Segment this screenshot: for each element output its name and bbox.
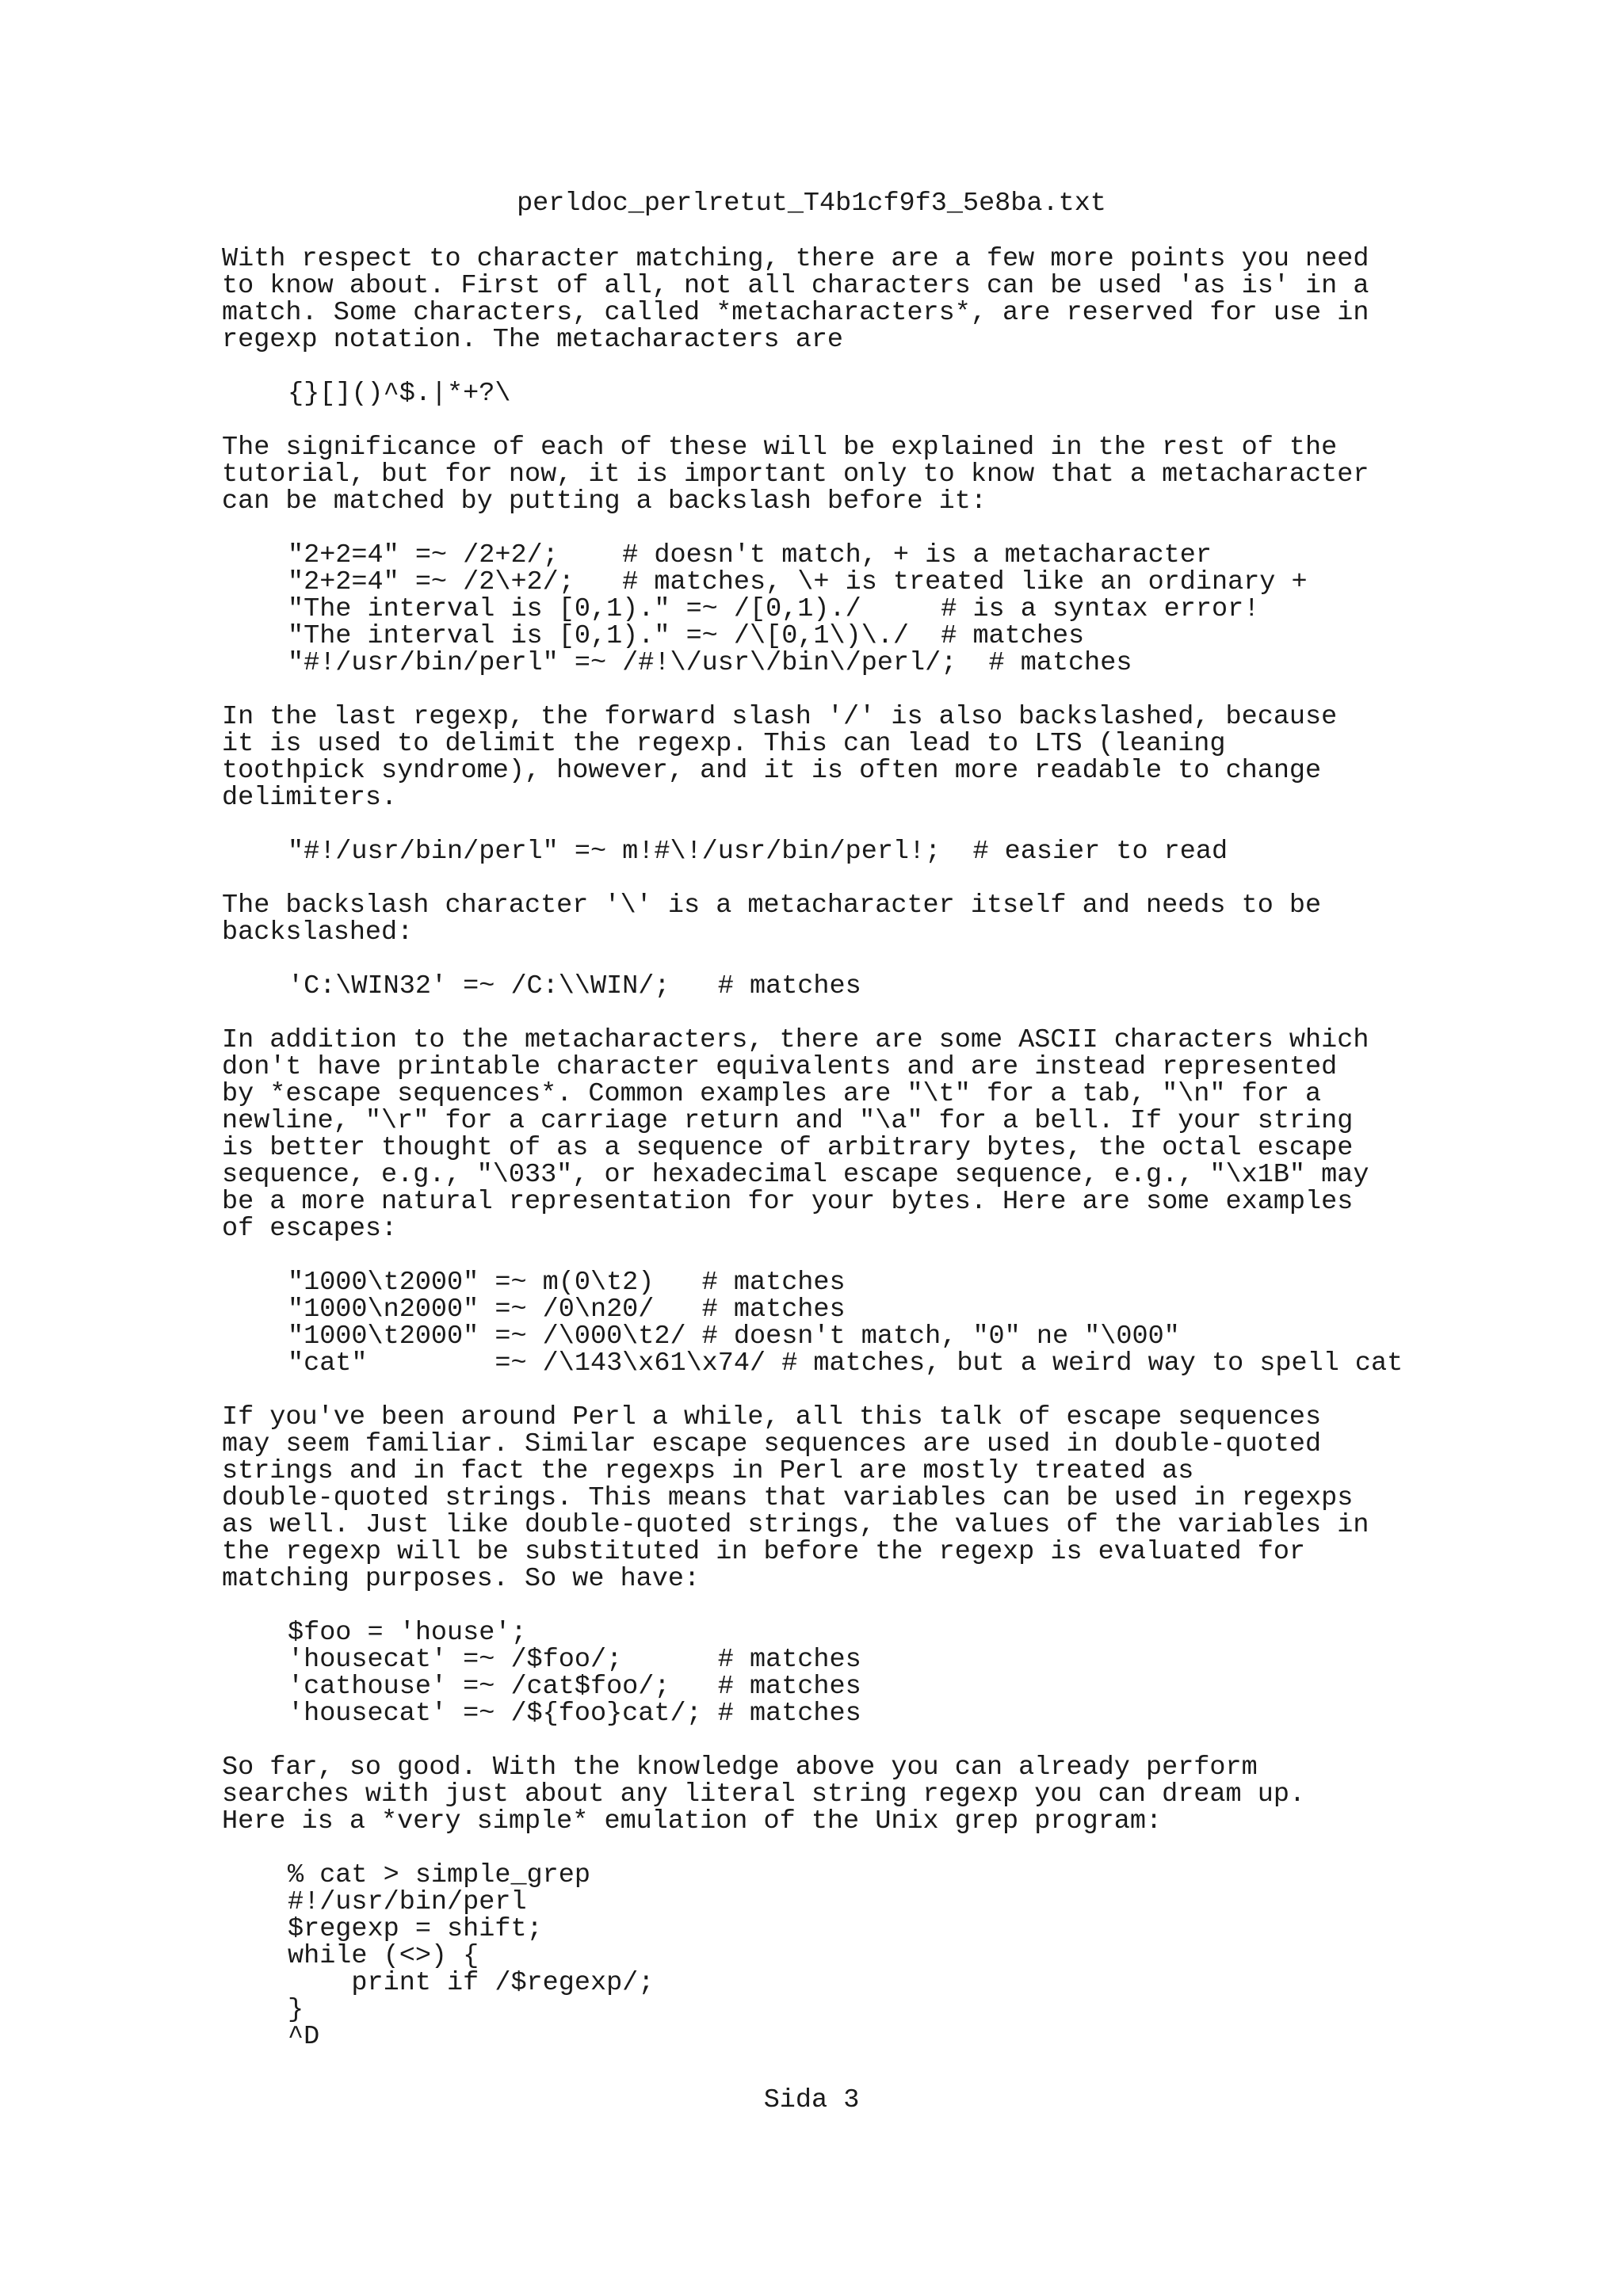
code-alternate-delimiter: "#!/usr/bin/perl" =~ m!#\!/usr/bin/perl!; # easier to read — [288, 837, 1228, 867]
code-variable-examples: $foo = 'house'; 'housecat' =~ /$foo/; # matches 'cathouse' =~ /cat$foo/; # matches 'housecat' =~ /${foo}cat/; # matches — [288, 1618, 861, 1729]
paragraph-backslash-metacharacter: The backslash character '\' is a metacharacter itself and needs to be backslashed: — [222, 891, 1322, 948]
page-header-filename: perldoc_perlretut_T4b1cf9f3_5e8ba.txt — [517, 189, 1106, 219]
code-metacharacter-list: {}[]()^$.|*+?\ — [288, 379, 511, 409]
code-backslash-examples: "2+2=4" =~ /2+2/; # doesn't match, + is a metacharacter "2+2=4" =~ /2\+2/; # matches, \+ is treated like an ordinary + "The interval is [0,1)." =~ /[0,1)./ # is a syntax error! "The interval is [0,1)." =~ /\[0,1\)\./ # matches "#!/usr/bin/perl" =~ /#!\/usr\/bin\/perl/; # matches — [288, 540, 1308, 678]
paragraph-simple-grep: So far, so good. With the knowledge above you can already perform searches with just about any literal string regexp you can dream up. Here is a *very simple* emulation of the Unix grep program: — [222, 1753, 1306, 1836]
document-body — [222, 246, 1623, 2077]
code-backslash-match: 'C:\WIN32' =~ /C:\\WIN/; # matches — [288, 971, 861, 1001]
paragraph-leaning-toothpick: In the last regexp, the forward slash '/' is also backslashed, because it is used to delimit the regexp. This can lead to LTS (leaning toothpick syndrome), however, and it is often more readable to change delimiters. — [222, 702, 1338, 813]
paragraph-variable-interpolation: If you've been around Perl a while, all this talk of escape sequences may seem familiar. Similar escape sequences are used in double-quoted strings and in fact the regexps in Perl are mostly treated as double-quoted strings. This means that variables can be used in regexps as well. Just like double-quoted strings, the values of the variables in the regexp will be substituted in before the regexp is evaluated for matching purposes. So we have: — [222, 1402, 1369, 1594]
paragraph-backslash-escape: The significance of each of these will be explained in the rest of the tutorial, but for now, it is important only to know that a metacharacter can be matched by putting a backslash before it: — [222, 433, 1369, 517]
code-simple-grep: % cat > simple_grep #!/usr/bin/perl $regexp = shift; while (<>) { print if /$regexp/; } ^D — [288, 1860, 655, 2052]
paragraph-metacharacter-intro: With respect to character matching, there are a few more points you need to know about. First of all, not all characters can be used 'as is' in a match. Some characters, called *metacharacters*, are reserved for use in regexp notation. The metacharacters are — [222, 244, 1369, 355]
paragraph-escape-sequences: In addition to the metacharacters, there are some ASCII characters which don't have printable character equivalents and are instead represented by *escape sequences*. Common examples are "\t" for a tab, "\n" for a newline, "\r" for a carriage return and "\a" for a bell. If your string is better thought of as a sequence of arbitrary bytes, the octal escape sequence, e.g., "\033", or hexadecimal escape sequence, e.g., "\x1B" may be a more natural representation for your bytes. Here are some examples of escapes: — [222, 1025, 1369, 1244]
code-escape-examples: "1000\t2000" =~ m(0\t2) # matches "1000\n2000" =~ /0\n20/ # matches "1000\t2000" =~ /\000\t2/ # doesn't match, "0" ne "\000" "cat" =~ /\143\x61\x74/ # matches, but a weird way to spell cat — [288, 1268, 1403, 1379]
page-footer-number: Sida 3 — [763, 2085, 860, 2115]
